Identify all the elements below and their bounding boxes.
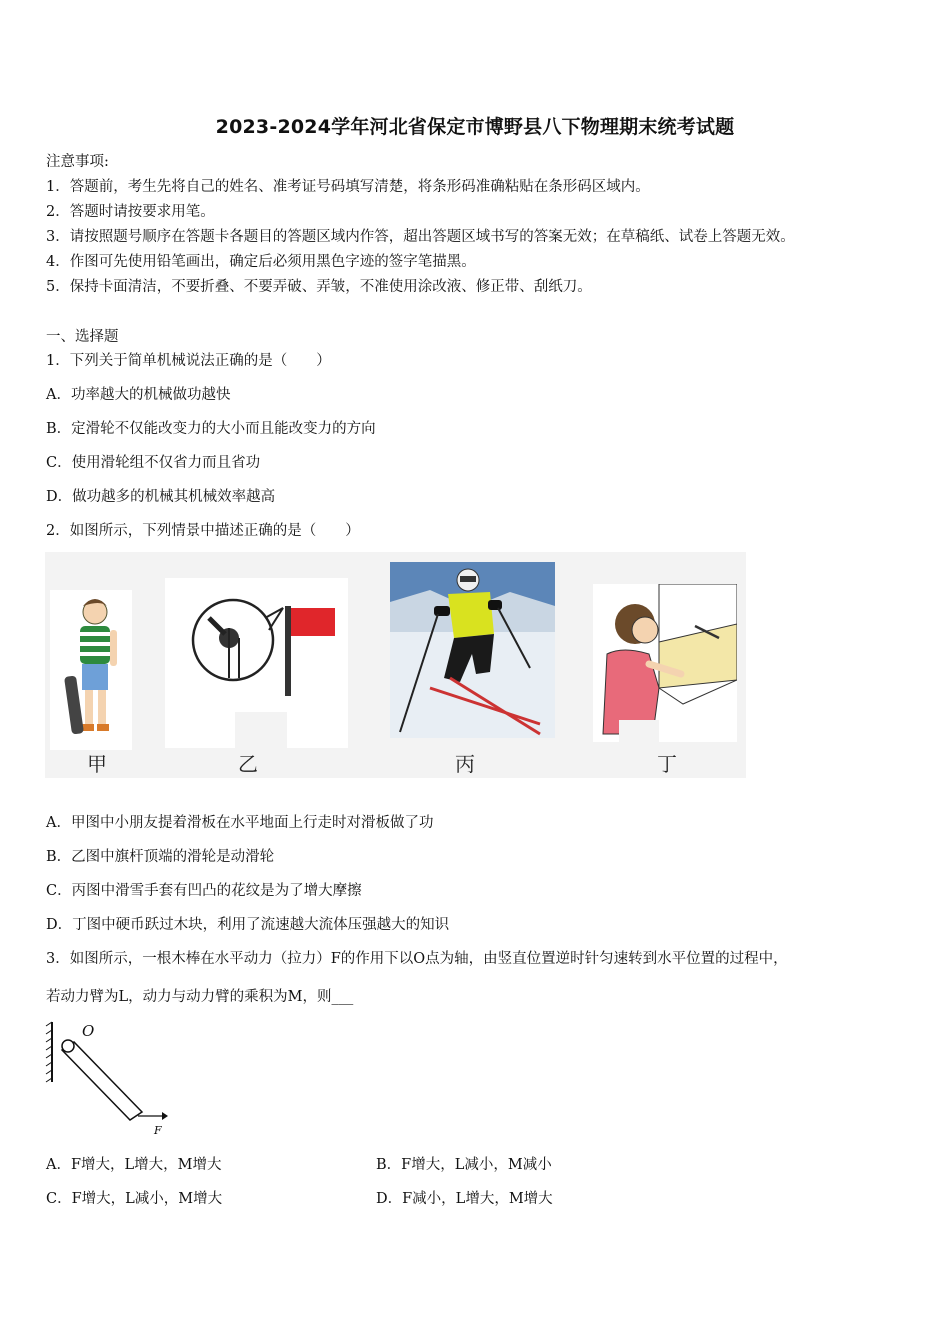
figure-jia-boy-image bbox=[50, 590, 132, 750]
q3-option-b: B．F增大，L减小，M减小 bbox=[376, 1157, 552, 1173]
q1-option-c: C．使用滑轮组不仅省力而且省功 bbox=[46, 455, 261, 471]
q2-option-c: C．丙图中滑雪手套有凹凸的花纹是为了增大摩擦 bbox=[46, 883, 362, 899]
q1-option-a: A．功率越大的机械做功越快 bbox=[46, 387, 231, 403]
figure-bing-skier-image bbox=[390, 562, 555, 738]
q1-stem: 1．下列关于简单机械说法正确的是（ ） bbox=[46, 353, 331, 369]
q2-option-a: A．甲图中小朋友提着滑板在水平地面上行走时对滑板做了功 bbox=[46, 815, 434, 831]
q2-figure bbox=[45, 552, 746, 778]
notice-item-1: 1．答题前，考生先将自己的姓名、准考证号码填写清楚，将条形码准确粘贴在条形码区域内。 bbox=[46, 179, 650, 195]
q3-option-d: D．F减小，L增大，M增大 bbox=[376, 1191, 553, 1207]
q3-stem-line2: 若动力臂为L，动力与动力臂的乘积为M，则___ bbox=[46, 989, 354, 1005]
q3-stem-line1: 3．如图所示，一根木棒在水平动力（拉力）F的作用下以O点为轴，由竖直位置逆时针匀速转到水平位置的过程中， bbox=[46, 951, 788, 967]
notice-heading: 注意事项: bbox=[46, 154, 109, 170]
notice-item-4: 4．作图可先使用铅笔画出，确定后必须用黑色字迹的签字笔描黑。 bbox=[46, 254, 476, 270]
q1-option-b: B．定滑轮不仅能改变力的大小而且能改变力的方向 bbox=[46, 421, 376, 437]
caption-jia: 甲 bbox=[87, 752, 107, 776]
section-heading: 一、选择题 bbox=[46, 329, 119, 345]
pivot-label: O bbox=[82, 1022, 95, 1040]
caption-bing: 丙 bbox=[455, 752, 475, 776]
notice-item-5: 5．保持卡面清洁，不要折叠、不要弄破、弄皱，不准使用涂改液、修正带、刮纸刀。 bbox=[46, 279, 592, 295]
figure-ding-girl-image bbox=[593, 584, 737, 742]
q3-option-c: C．F增大，L减小，M增大 bbox=[46, 1191, 223, 1207]
caption-yi: 乙 bbox=[238, 752, 258, 776]
q3-lever-figure bbox=[44, 1020, 174, 1148]
q2-stem: 2．如图所示，下列情景中描述正确的是（ ） bbox=[46, 523, 360, 539]
notice-item-2: 2．答题时请按要求用笔。 bbox=[46, 204, 215, 220]
q2-option-d: D．丁图中硬币跃过木块，利用了流速越大流体压强越大的知识 bbox=[46, 917, 450, 933]
q3-option-a: A．F增大，L增大，M增大 bbox=[46, 1157, 222, 1173]
force-label: F bbox=[154, 1124, 162, 1137]
page-title: 2023-2024学年河北省保定市博野县八下物理期末统考试题 bbox=[215, 116, 735, 138]
caption-ding: 丁 bbox=[657, 752, 677, 776]
q2-option-b: B．乙图中旗杆顶端的滑轮是动滑轮 bbox=[46, 849, 275, 865]
notice-item-3: 3．请按照题号顺序在答题卡各题目的答题区域内作答，超出答题区域书写的答案无效；在草稿纸、试卷上答题无效。 bbox=[46, 229, 795, 245]
figure-yi-pulley-image bbox=[165, 578, 348, 748]
q1-option-d: D．做功越多的机械其机械效率越高 bbox=[46, 489, 276, 505]
